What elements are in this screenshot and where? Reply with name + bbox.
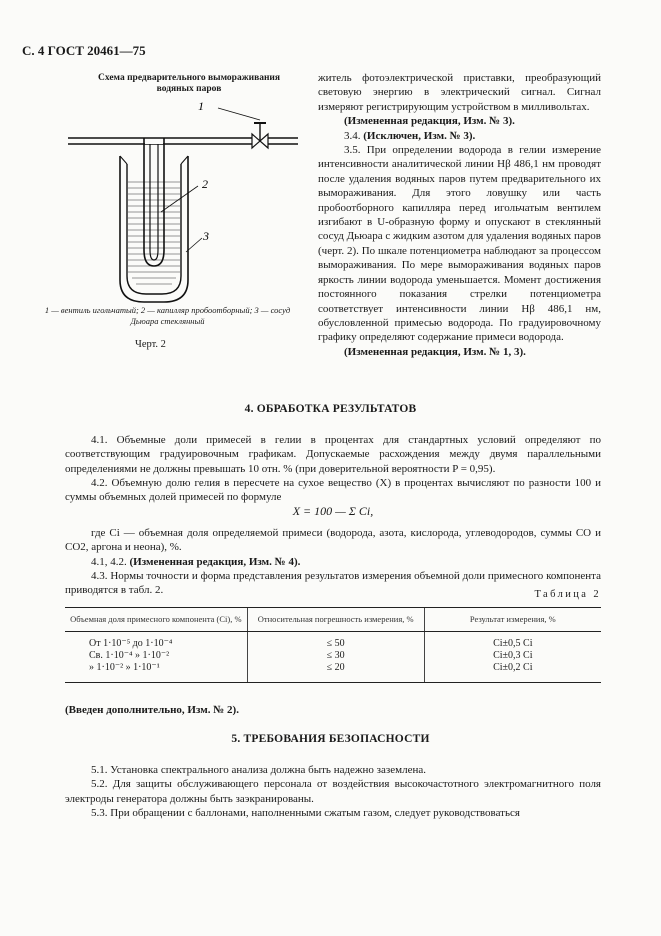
formula-where: где Ci — объемная доля определяемой примеси (водорода, азота, кислорода, углеводородов, суммы CO и CO2, аргона и неона), %. — [65, 527, 601, 554]
figure-legend: 1 — вентиль игольчатый; 2 — капилляр пробоотборный; 3 — сосуд Дьюара стеклянный — [44, 305, 291, 326]
table-row — [65, 632, 601, 683]
clause-4-1: 4.1. Объемные доли примесей в гелии в процентах для стандартных условий определяют по соответствующим градуировочным графикам. Допускаемые расхождения между двумя параллельными определениями не должны превышать 10 отн. % (при доверительной вероятности P = 0,95). — [65, 434, 601, 475]
column-header: Объемная доля примесного компонента (Ci), % — [65, 608, 247, 632]
clause-3-5: 3.5. При определении водорода в гелии измерение интенсивности аналитической линии Hβ 486,1 нм проводят после удаления водяных паров путем предварительного их вымораживания. Для этого ловушку или часть пробоотборного капилляра перед игольчатым вентилем изгибают в U-образную форму и опускают в стеклянный сосуд Дьюара с жидким азотом для удаления водяных паров (черт. 2). По шкале потенциометра наблюдают за процессом вымораживания. По мере вымораживания водяных паров яркость линии водорода уменьшается. Момент достижения постоянного показания стрелки потенциометра соответствует интенсивности линии Hβ 486,1 нм, обусловленной примесью водорода. По градуировочному графику определяют содержание примеси водорода. — [318, 144, 601, 344]
column-header: Результат измерения, % — [424, 608, 601, 632]
amendment-line — [65, 555, 601, 569]
figure-caption: Черт. 2 — [135, 339, 166, 350]
clause-5-1: 5.1. Установка спектрального анализа должна быть надежно заземлена. — [91, 764, 426, 776]
table-note: (Введен дополнительно, Изм. № 2). — [65, 704, 239, 716]
callout-1: 1 — [198, 100, 204, 113]
section-4-body — [65, 433, 601, 504]
table-cell: От 1·10⁻⁵ до 1·10⁻⁴ — [89, 638, 173, 649]
section-4-body-cont — [65, 526, 601, 597]
callout-3: 3 — [203, 229, 209, 243]
paragraph: житель фотоэлектрической приставки, преобразующий световую энергию в электрический сигнал. Сигнал измеряют регистрирующим устройством в милливольтах. — [318, 72, 601, 113]
amend-number: 4.1, 4.2. — [91, 555, 127, 568]
column-header: Относительная погрешность измерения, % — [247, 608, 424, 632]
clause-4-2: 4.2. Объемную долю гелия в пересчете на сухое вещество (X) в процентах вычисляют по разности 100 и суммы объемных долей примесей по формуле — [65, 476, 601, 504]
section-4-title: 4. ОБРАБОТКА РЕЗУЛЬТАТОВ — [244, 403, 417, 415]
section-5-body — [65, 763, 601, 820]
amend-text: (Измененная редакция, Изм. № 4). — [129, 555, 301, 568]
clause-text: (Исключен, Изм. № 3). — [363, 129, 476, 142]
table-cell: Св. 1·10⁻⁴ » 1·10⁻² — [89, 650, 170, 661]
page-header: С. 4 ГОСТ 20461—75 — [22, 43, 146, 58]
amendment-note: (Измененная редакция, Изм. № 1, 3). — [344, 345, 526, 358]
table-cell: Ci±0,5 Ci — [493, 638, 533, 649]
clause-4-3: 4.3. Нормы точности и форма представления результатов измерения объемной доли примесного компонента приводятся в табл. 2. — [65, 569, 601, 597]
right-column-text — [318, 71, 601, 359]
table-cell: ≤ 20 — [326, 662, 345, 673]
needle-valve-icon — [252, 123, 268, 148]
formula: X = 100 — Σ Ci, — [292, 504, 374, 518]
amendment-note: (Измененная редакция, Изм. № 3). — [344, 115, 515, 128]
clause-5-2: 5.2. Для защиты обслуживающего персонала от воздействия высокочастотного электромагнитного поля электроды генератора должны быть заэкранированы. — [65, 778, 601, 805]
table-2 — [65, 607, 601, 683]
dewar-diagram — [60, 100, 300, 305]
table-cell: ≤ 30 — [326, 650, 345, 661]
clause-5-3: 5.3. При обращении с баллонами, наполненными сжатым газом, следует руководствоваться — [91, 806, 520, 819]
section-5-title: 5. ТРЕБОВАНИЯ БЕЗОПАСНОСТИ — [231, 733, 430, 745]
clause-number: 3.4. — [344, 129, 361, 142]
figure-title: Схема предварительного вымораживания водяных паров — [97, 73, 281, 94]
callout-2: 2 — [202, 177, 208, 191]
table-caption: Таблица 2 — [534, 589, 601, 600]
clause-3-4 — [318, 129, 601, 143]
table-cell: ≤ 50 — [326, 638, 345, 649]
table-cell: Ci±0,3 Ci — [493, 650, 533, 661]
table-cell: » 1·10⁻² » 1·10⁻¹ — [89, 662, 160, 673]
table-cell: Ci±0,2 Ci — [493, 662, 533, 673]
